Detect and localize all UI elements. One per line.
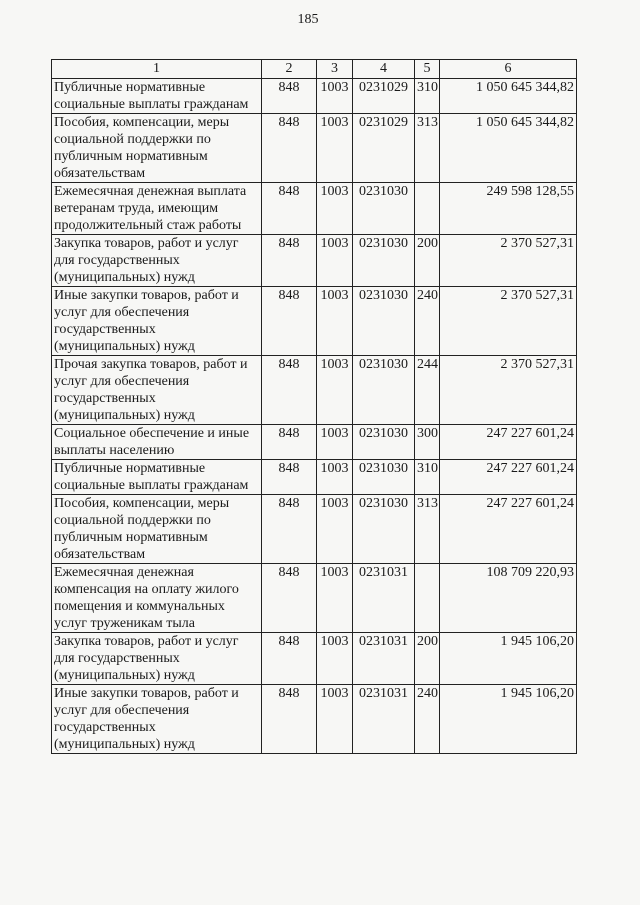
row-amount-cell: 2 370 527,31 — [440, 287, 577, 356]
row-expense-type-cell: 310 — [415, 79, 440, 114]
header-col-2: 2 — [262, 60, 317, 79]
row-expense-type-cell: 200 — [415, 235, 440, 287]
row-expense-type-cell — [415, 183, 440, 235]
row-amount-cell: 2 370 527,31 — [440, 356, 577, 425]
row-target-cell: 0231030 — [353, 183, 415, 235]
row-expense-type-cell: 240 — [415, 685, 440, 754]
row-expense-type-cell — [415, 564, 440, 633]
row-grbs-cell: 848 — [262, 564, 317, 633]
row-section-cell: 1003 — [317, 287, 353, 356]
row-name-cell: Публичные нормативные социальные выплаты гражданам — [52, 79, 262, 114]
row-section-cell: 1003 — [317, 183, 353, 235]
row-target-cell: 0231029 — [353, 79, 415, 114]
table-row — [52, 183, 577, 235]
row-target-cell: 0231029 — [353, 114, 415, 183]
row-expense-type-cell: 240 — [415, 287, 440, 356]
row-amount-cell: 247 227 601,24 — [440, 460, 577, 495]
row-amount-cell: 108 709 220,93 — [440, 564, 577, 633]
row-amount-cell: 2 370 527,31 — [440, 235, 577, 287]
table-row — [52, 685, 577, 754]
page-number: 185 — [297, 12, 319, 27]
row-target-cell: 0231030 — [353, 356, 415, 425]
row-expense-type-cell: 300 — [415, 425, 440, 460]
row-name-cell: Прочая закупка товаров, работ и услуг для обеспечения государственных (муниципальных) нужд — [52, 356, 262, 425]
row-target-cell: 0231031 — [353, 633, 415, 685]
row-amount-cell: 1 945 106,20 — [440, 685, 577, 754]
row-name-cell: Публичные нормативные социальные выплаты гражданам — [52, 460, 262, 495]
row-section-cell: 1003 — [317, 633, 353, 685]
row-target-cell: 0231031 — [353, 685, 415, 754]
table-header-row — [52, 60, 577, 79]
row-name-cell: Пособия, компенсации, меры социальной поддержки по публичным нормативным обязательствам — [52, 495, 262, 564]
row-grbs-cell: 848 — [262, 183, 317, 235]
row-expense-type-cell: 313 — [415, 114, 440, 183]
row-section-cell: 1003 — [317, 114, 353, 183]
row-target-cell: 0231030 — [353, 495, 415, 564]
header-col-4: 4 — [353, 60, 415, 79]
row-section-cell: 1003 — [317, 356, 353, 425]
table-row — [52, 235, 577, 287]
row-grbs-cell: 848 — [262, 495, 317, 564]
row-grbs-cell: 848 — [262, 114, 317, 183]
table-row — [52, 633, 577, 685]
row-grbs-cell: 848 — [262, 235, 317, 287]
table-row — [52, 460, 577, 495]
header-col-5: 5 — [415, 60, 440, 79]
header-col-1: 1 — [52, 60, 262, 79]
row-grbs-cell: 848 — [262, 460, 317, 495]
row-amount-cell: 247 227 601,24 — [440, 495, 577, 564]
row-amount-cell: 247 227 601,24 — [440, 425, 577, 460]
row-amount-cell: 249 598 128,55 — [440, 183, 577, 235]
table-row — [52, 114, 577, 183]
row-target-cell: 0231030 — [353, 235, 415, 287]
row-section-cell: 1003 — [317, 460, 353, 495]
header-col-3: 3 — [317, 60, 353, 79]
row-grbs-cell: 848 — [262, 633, 317, 685]
header-col-6: 6 — [440, 60, 577, 79]
table-row — [52, 356, 577, 425]
budget-table — [51, 59, 577, 754]
row-section-cell: 1003 — [317, 685, 353, 754]
table-row — [52, 425, 577, 460]
row-target-cell: 0231031 — [353, 564, 415, 633]
row-grbs-cell: 848 — [262, 425, 317, 460]
row-target-cell: 0231030 — [353, 460, 415, 495]
row-name-cell: Закупка товаров, работ и услуг для государственных (муниципальных) нужд — [52, 235, 262, 287]
row-grbs-cell: 848 — [262, 287, 317, 356]
row-section-cell: 1003 — [317, 564, 353, 633]
row-section-cell: 1003 — [317, 425, 353, 460]
row-grbs-cell: 848 — [262, 356, 317, 425]
row-expense-type-cell: 244 — [415, 356, 440, 425]
table-row — [52, 564, 577, 633]
table-row — [52, 287, 577, 356]
row-amount-cell: 1 945 106,20 — [440, 633, 577, 685]
row-name-cell: Иные закупки товаров, работ и услуг для обеспечения государственных (муниципальных) нужд — [52, 287, 262, 356]
row-amount-cell: 1 050 645 344,82 — [440, 79, 577, 114]
row-name-cell: Ежемесячная денежная компенсация на оплату жилого помещения и коммунальных услуг труженикам тыла — [52, 564, 262, 633]
row-name-cell: Ежемесячная денежная выплата ветеранам труда, имеющим продолжительный стаж работы — [52, 183, 262, 235]
row-name-cell: Иные закупки товаров, работ и услуг для обеспечения государственных (муниципальных) нужд — [52, 685, 262, 754]
table-row — [52, 495, 577, 564]
row-section-cell: 1003 — [317, 235, 353, 287]
row-amount-cell: 1 050 645 344,82 — [440, 114, 577, 183]
row-grbs-cell: 848 — [262, 685, 317, 754]
row-expense-type-cell: 313 — [415, 495, 440, 564]
row-target-cell: 0231030 — [353, 287, 415, 356]
row-section-cell: 1003 — [317, 79, 353, 114]
row-name-cell: Пособия, компенсации, меры социальной поддержки по публичным нормативным обязательствам — [52, 114, 262, 183]
row-name-cell: Закупка товаров, работ и услуг для государственных (муниципальных) нужд — [52, 633, 262, 685]
row-section-cell: 1003 — [317, 495, 353, 564]
row-target-cell: 0231030 — [353, 425, 415, 460]
row-expense-type-cell: 310 — [415, 460, 440, 495]
row-expense-type-cell: 200 — [415, 633, 440, 685]
row-name-cell: Социальное обеспечение и иные выплаты населению — [52, 425, 262, 460]
row-grbs-cell: 848 — [262, 79, 317, 114]
table-row — [52, 79, 577, 114]
